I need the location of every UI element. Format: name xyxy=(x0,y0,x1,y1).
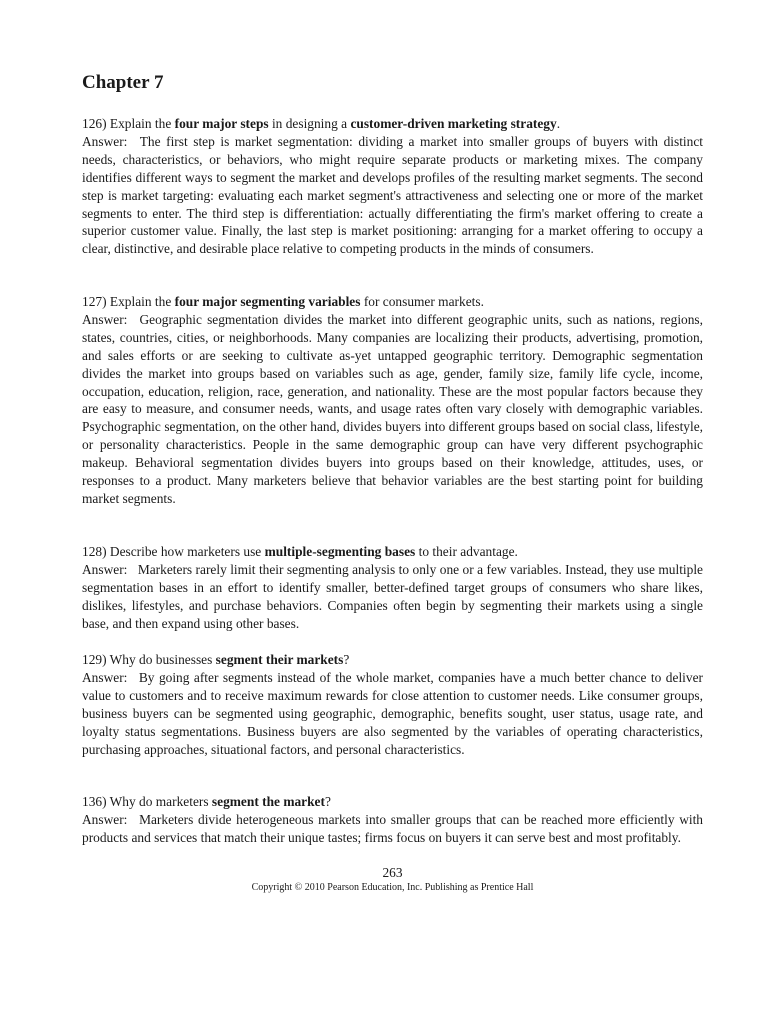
question-128 xyxy=(82,543,703,561)
question-number: 127) xyxy=(82,294,107,309)
answer-127 xyxy=(82,311,703,508)
question-text: for consumer markets. xyxy=(360,294,484,309)
question-126 xyxy=(82,115,703,133)
question-number: 136) xyxy=(82,794,107,809)
answer-label: Answer: xyxy=(82,811,128,827)
answer-136 xyxy=(82,811,703,847)
answer-text: By going after segments instead of the whole market, companies have a much better chance to deliver value to customers and to receive maximum rewards for close attention to customer needs. Like consumer groups, business buyers can be segmented using geographic, demographic, benefits sought, user status, usage rate, and loyalty status segmentations. Business buyers are also segmented by the variables of operating characteristics, purchasing approaches, situational factors, and personal characteristics. xyxy=(82,669,703,757)
question-text: ? xyxy=(324,794,331,809)
question-text: Describe how marketers use xyxy=(109,544,265,559)
question-number: 129) xyxy=(82,652,107,667)
question-emphasis: segment their markets xyxy=(215,652,344,667)
question-block-129 xyxy=(82,651,703,758)
question-text: Explain the xyxy=(109,294,175,309)
question-block-128 xyxy=(82,543,703,633)
question-text: ? xyxy=(343,652,350,667)
answer-126 xyxy=(82,133,703,258)
answer-label: Answer: xyxy=(82,311,128,327)
question-block-126 xyxy=(82,115,703,258)
question-emphasis: multiple-segmenting bases xyxy=(264,544,416,559)
question-text: . xyxy=(556,116,561,131)
answer-label: Answer: xyxy=(82,561,128,577)
question-text: Why do businesses xyxy=(109,652,216,667)
question-129 xyxy=(82,651,703,669)
question-136 xyxy=(82,793,703,811)
question-block-136 xyxy=(82,793,703,847)
answer-label: Answer: xyxy=(82,669,128,685)
answer-text: Geographic segmentation divides the market into different geographic units, such as nations, regions, states, countries, cities, or neighborhoods. Many companies are localizing their products, advertising, promotion, and sales efforts or are seeking to cultivate as-yet untapped geographic territory. Demographic segmentation divides the market into groups based on variables such as age, gender, family size, family life cycle, income, occupation, education, religion, race, generation, and nationality. These are the most popular factors because they are easy to measure, and consumer needs, wants, and usage rates often vary closely with demographic variables. Psychographic segmentation, on the other hand, divides buyers into different groups based on social class, lifestyle, or personality characteristics. People in the same demographic group can have very different psychographic makeup. Behavioral segmentation divides buyers into groups based on their knowledge, attitudes, uses, or responses to a product. Many marketers believe that behavior variables are the best starting point for building market segments. xyxy=(82,311,703,506)
copyright-notice: Copyright © 2010 Pearson Education, Inc. Publishing as Prentice Hall xyxy=(251,882,534,893)
question-text: in designing a xyxy=(268,116,351,131)
question-text: Why do marketers xyxy=(109,794,212,809)
question-emphasis: customer-driven marketing strategy xyxy=(350,116,557,131)
chapter-title: Chapter 7 xyxy=(82,72,164,93)
question-text: to their advantage. xyxy=(415,544,518,559)
question-emphasis: four major steps xyxy=(174,116,269,131)
question-127 xyxy=(82,293,703,311)
answer-text: The first step is market segmentation: dividing a market into smaller groups of buyers with distinct needs, characteristics, or behaviors, who might require separate products or marketing mixes. The company identifies different ways to segment the market and develops profiles of the resulting market segments. The second step is market targeting: evaluating each market segment's attractiveness and selecting one or more of the market segments to enter. The third step is differentiation: actually differentiating the firm's market offering to create a superior customer value. Finally, the last step is market positioning: arranging for a market offering to occupy a clear, distinctive, and desirable place relative to competing products in the minds of consumers. xyxy=(82,133,704,257)
question-number: 126) xyxy=(82,116,107,131)
answer-129 xyxy=(82,669,703,759)
answer-text: Marketers divide heterogeneous markets into smaller groups that can be reached more efficiently with products and services that match their unique tastes; firms focus on buyers it can serve best and most profitably. xyxy=(82,811,703,845)
answer-label: Answer: xyxy=(82,133,128,149)
question-text: Explain the xyxy=(109,116,175,131)
question-emphasis: segment the market xyxy=(211,794,325,809)
answer-text: Marketers rarely limit their segmenting analysis to only one or a few variables. Instead, they use multiple segmentation bases in an effort to identify smaller, better-defined target groups of consumers who share likes, dislikes, lifestyles, and purchase behaviors. Companies often begin by segmenting their markets using a single base, and then expand using other bases. xyxy=(82,561,704,631)
answer-128 xyxy=(82,561,703,633)
question-emphasis: four major segmenting variables xyxy=(174,294,361,309)
question-number: 128) xyxy=(82,544,107,559)
page-number: 263 xyxy=(382,865,403,880)
question-block-127 xyxy=(82,293,703,508)
